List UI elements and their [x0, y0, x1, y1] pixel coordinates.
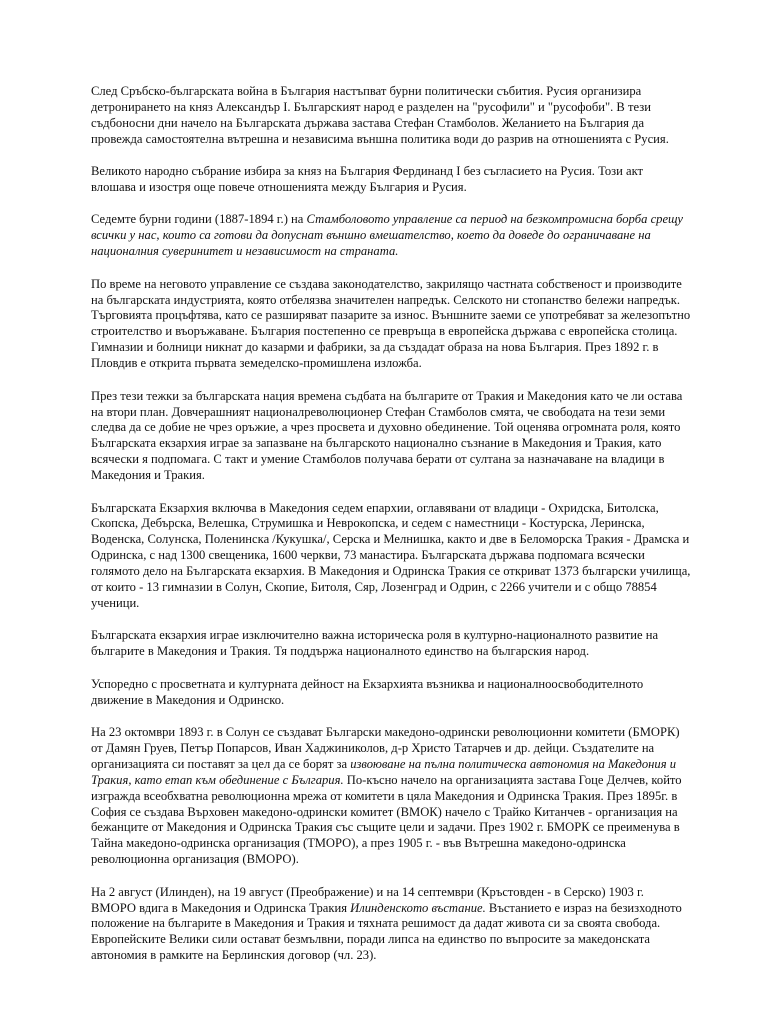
- paragraph-4: По време на неговото управление се създава законодателство, закрилящо частната собственост и производите на българската индустрията, която отбелязва значителен напредък. Селското ни стопанство бележи напредък. Търговията процъфтява, като се разширяват пазарите за износ. Външните заеми се употребяват за железопътно строителство и въоръжаване. България постепенно се превръща в европейска държава с европейска столица. Гимназии и болници никнат до казарми и фабрики, за да създадат образа на нова България. През 1892 г. в Пловдив е открита първата земеделско-промишлена изложба.: [91, 276, 691, 371]
- paragraph-8: Успоредно с просветната и културната дейност на Екзархията възниква и националноосвободителното движение в Македония и Одринско.: [91, 676, 644, 707]
- paragraph-3-italic: Стамболовото управление са период на безкомпромисна борба срещу всички у нас, които са готови да допуснат външно вмешателство, което да доведе до ограничаване на националния суверинитет и независимост на страната.: [91, 212, 683, 259]
- paragraph-9-text: На 23 октомври 1893 г. в Солун се създават Български македоно-одрински революционни комитети (БМОРК) от Дамян Груев, Петър Попарсов, Иван Хаджиниколов, д-р Христо Татарчев и др. дейци. Създателите на организацията си поставят за цел да се борят за: [91, 725, 680, 771]
- paragraph-10-tail: Въстанието е израз на безизходното положение на българите в Македония и Тракия и тяхната решимост да дадат живота си за своята свобода. Европейските Велики сили остават безмълвни, поради липса на единство по въпросите за македонската автономия в рамките на Берлинския договор (чл. 23).: [91, 900, 682, 963]
- paragraph-7: Българската екзархия играе изключително важна историческа роля в културно-националното развитие на българите в Македония и Тракия. Тя поддържа националното единство на българския народ.: [91, 628, 659, 659]
- paragraph-10-text: На 2 август (Илинден), на 19 август (Преображение) и на 14 септември (Кръстовден - в Серско) 1903 г. ВМОРО вдига в Македония и Одринска Тракия: [91, 884, 644, 915]
- paragraph-9-italic: извоюване на пълна политическа автономия на Македония и Тракия, като етап към обединение с България.: [91, 756, 677, 787]
- paragraph-2: Великото народно събрание избира за княз на България Фердинанд I без съгласието на Русия. Този акт влошава и изостря още повече отношенията между България и Русия.: [91, 164, 644, 195]
- paragraph-3-text: Седемте бурни години (1887-1894 г.) на: [91, 212, 307, 227]
- paragraph-3: [91, 212, 691, 260]
- document-page: [91, 84, 691, 981]
- paragraph-9-tail: По-късно начело на организацията застава Гоце Делчев, който изгражда всеобхватна революционна мрежа от комитети в цяла Македония и Одринска Тракия. През 1895г. в София се създава Върховен македоно-одрински комитет (ВМОК) начело с Трайко Китанчев - организация на бежанците от Македония и Одринска Тракия със същите цели и задачи. През 1902 г. БМОРК се преименува в Тайна македоно-одринска организация (ТМОРО), а през 1905 г. - във Вътрешна македоно-одринска революционна организация (ВМОРО).: [91, 772, 682, 867]
- paragraph-10-italic: Илинденското въстание.: [350, 900, 486, 915]
- paragraph-5: През тези тежки за българската нация времена съдбата на българите от Тракия и Македония като че ли остава на втори план. Довчерашният националреволюционер Стефан Стамболов смята, че свободата на тези земи следва да се добие не чрез оръжие, а чрез просвета и духовно обединение. Той оценява огромната роля, която Българската екзархия играе за запазване на българското национално съзнание в Македония и Тракия, като всячески я подпомага. С такт и умение Стамболов получава берати от султана за назначаване на владици в Македония и Тракия.: [91, 388, 683, 483]
- paragraph-6: Българската Екзархия включва в Македония седем епархии, оглавявани от владици - Охридска, Битолска, Скопска, Дебърска, Велешка, Струмишка и Неврокопска, и седем с наместници - Костурска, Леринска, Воденска, Солунска, Поленинска /Кукушка/, Серска и Мелнишка, както и две в Беломорска Тракия - Драмска и Одринска, с над 1300 свещеника, 1600 черкви, 73 манастира. Българската държава подпомага всячески голямото дело на Българската екзархия. В Македония и Одринска Тракия се откриват 1373 български училища, от които - 13 гимназии в Солун, Скопие, Битоля, Сяр, Лозенград и Одрин, с 2266 учители и с общо 78854 ученици.: [91, 500, 691, 610]
- paragraph-1: След Сръбско-българската война в България настъпват бурни политически събития. Русия организира детронирането на княз Александър I. Българският народ е разделен на "русофили" и "русофоби". В тези съдбоносни дни начело на Българската държава застава Стефан Стамболов. Желанието на България да провежда самостоятелна вътрешна и независима външна политика води до разрив на отношенията с Русия.: [91, 84, 669, 146]
- paragraph-9: [91, 725, 691, 868]
- paragraph-10: [91, 885, 691, 965]
